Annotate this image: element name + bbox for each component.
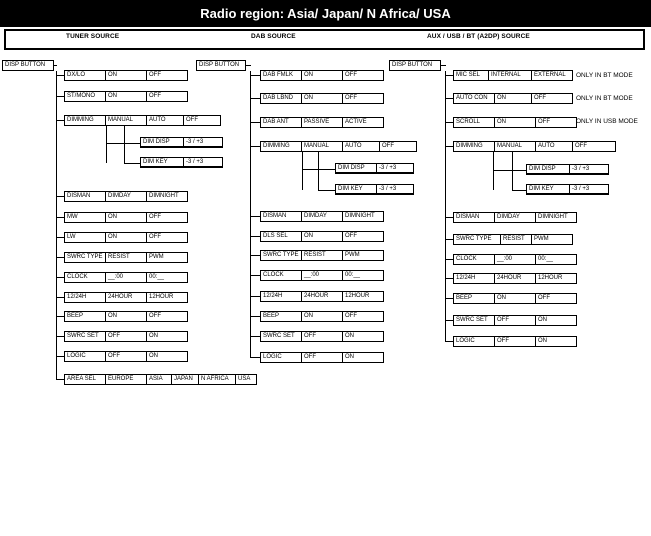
dab-menu-row: [260, 250, 384, 261]
menu-option[interactable]: INTERNAL: [488, 70, 532, 81]
menu-item-label[interactable]: SWRC SET: [260, 331, 302, 342]
tuner-menu-row: [64, 115, 221, 126]
tuner-menu-row: [64, 252, 188, 263]
connector-line: [445, 320, 453, 321]
menu-item-label[interactable]: LW: [64, 232, 106, 243]
menu-option[interactable]: -3 / +3: [376, 163, 414, 174]
connector-line: [246, 65, 251, 66]
menu-option[interactable]: OFF: [301, 331, 343, 342]
dab-menu-row: [335, 184, 414, 195]
connector-line: [56, 217, 64, 218]
aux-menu-row: [526, 164, 609, 175]
menu-option[interactable]: OFF: [342, 70, 384, 81]
menu-option[interactable]: DIMNIGHT: [342, 211, 384, 222]
menu-item-label[interactable]: SWRC TYPE: [64, 252, 106, 263]
aux-menu-row: [453, 315, 577, 326]
menu-option[interactable]: ON: [494, 93, 532, 104]
menu-item-label[interactable]: CLOCK: [260, 270, 302, 281]
menu-option[interactable]: OFF: [535, 293, 577, 304]
connector-line: [445, 341, 453, 342]
page-title: Radio region: Asia/ Japan/ N Africa/ USA: [0, 0, 651, 27]
menu-item-label[interactable]: DIM KEY: [140, 157, 184, 168]
menu-option[interactable]: OFF: [531, 93, 573, 104]
menu-option[interactable]: OFF: [342, 93, 384, 104]
menu-item-label[interactable]: SWRC SET: [64, 331, 106, 342]
menu-option[interactable]: 12HOUR: [535, 273, 577, 284]
menu-item-label[interactable]: DIMMING: [64, 115, 106, 126]
menu-option[interactable]: OFF: [301, 352, 343, 363]
menu-option[interactable]: OFF: [146, 212, 188, 223]
aux-menu-row: [453, 141, 616, 152]
menu-item-label[interactable]: DIM DISP: [140, 137, 184, 148]
menu-option[interactable]: OFF: [494, 315, 536, 326]
menu-option[interactable]: RESIST: [500, 234, 532, 245]
menu-item-label[interactable]: CLOCK: [453, 254, 495, 265]
menu-option[interactable]: 24HOUR: [105, 292, 147, 303]
connector-line: [124, 126, 125, 163]
connector-line: [445, 239, 453, 240]
connector-line: [250, 316, 260, 317]
connector-line: [56, 257, 64, 258]
connector-line: [445, 75, 453, 76]
tuner-menu-row: [64, 91, 188, 102]
menu-item-label[interactable]: 12/24H: [453, 273, 495, 284]
menu-option[interactable]: OFF: [342, 311, 384, 322]
tuner-source-label: TUNER SOURCE: [66, 33, 120, 40]
menu-item-label[interactable]: DLS SEL: [260, 231, 302, 242]
connector-line: [445, 217, 453, 218]
connector-line: [302, 152, 303, 190]
menu-option[interactable]: OFF: [572, 141, 616, 152]
menu-option[interactable]: RESIST: [301, 250, 343, 261]
aux-menu-row: [453, 70, 573, 81]
menu-option[interactable]: __:00: [494, 254, 536, 265]
menu-item-label[interactable]: 12/24H: [64, 292, 106, 303]
dab-source-label: DAB SOURCE: [251, 33, 296, 40]
connector-line: [250, 296, 260, 297]
tuner-menu-row: [64, 292, 188, 303]
menu-option[interactable]: 00:__: [146, 272, 188, 283]
menu-item-label[interactable]: DIMMING: [260, 141, 302, 152]
connector-line: [56, 277, 64, 278]
aux-menu-row: [453, 93, 573, 104]
menu-item-label[interactable]: BEEP: [453, 293, 495, 304]
aux-disp-button[interactable]: DISP BUTTON: [389, 60, 441, 71]
menu-option[interactable]: PWM: [342, 250, 384, 261]
dab-menu-row: [260, 117, 384, 128]
menu-item-label[interactable]: SWRC TYPE: [453, 234, 501, 245]
dab-menu-row: [260, 70, 384, 81]
dab-menu-row: [260, 311, 384, 322]
tuner-menu-row: [64, 374, 257, 385]
menu-option[interactable]: OFF: [535, 117, 577, 128]
mode-note: ONLY IN BT MODE: [576, 95, 633, 102]
connector-line: [493, 152, 494, 190]
tuner-menu-row: [140, 157, 223, 168]
menu-option[interactable]: ACTIVE: [342, 117, 384, 128]
menu-option[interactable]: PASSIVE: [301, 117, 343, 128]
connector-line: [250, 71, 251, 358]
menu-option[interactable]: DIMDAY: [301, 211, 343, 222]
menu-item-label[interactable]: DAB LBND: [260, 93, 302, 104]
menu-option[interactable]: PWM: [531, 234, 573, 245]
connector-line: [250, 216, 260, 217]
menu-item-label[interactable]: DIM DISP: [335, 163, 377, 174]
menu-option[interactable]: OFF: [105, 331, 147, 342]
connector-line: [250, 236, 260, 237]
connector-line: [445, 259, 453, 260]
menu-item-label[interactable]: SCROLL: [453, 117, 495, 128]
menu-option[interactable]: ON: [342, 331, 384, 342]
source-header-bar: [4, 29, 645, 50]
menu-item-label[interactable]: DX/LO: [64, 70, 106, 81]
connector-line: [56, 297, 64, 298]
menu-option[interactable]: -3 / +3: [183, 137, 223, 148]
dab-menu-row: [260, 331, 384, 342]
dab-menu-row: [260, 291, 384, 302]
menu-option[interactable]: ON: [494, 293, 536, 304]
menu-option[interactable]: OFF: [146, 232, 188, 243]
connector-line: [445, 278, 453, 279]
tuner-menu-row: [64, 232, 188, 243]
connector-line: [56, 120, 64, 121]
menu-option[interactable]: DIMDAY: [494, 212, 536, 223]
menu-option[interactable]: ON: [301, 93, 343, 104]
connector-line: [250, 275, 260, 276]
tuner-menu-row: [64, 191, 188, 202]
menu-option[interactable]: EXTERNAL: [531, 70, 573, 81]
menu-item-label[interactable]: BEEP: [64, 311, 106, 322]
menu-item-label[interactable]: LOGIC: [260, 352, 302, 363]
menu-option[interactable]: OFF: [494, 336, 536, 347]
menu-option[interactable]: ON: [301, 231, 343, 242]
tuner-menu-row: [64, 311, 188, 322]
menu-option[interactable]: -3 / +3: [376, 184, 414, 195]
connector-line: [250, 357, 260, 358]
mode-note: ONLY IN BT MODE: [576, 72, 633, 79]
menu-option[interactable]: ON: [146, 331, 188, 342]
menu-item-label[interactable]: ST/MONO: [64, 91, 106, 102]
connector-line: [56, 75, 64, 76]
connector-line: [124, 163, 140, 164]
menu-item-label[interactable]: AREA SEL: [64, 374, 106, 385]
menu-item-label[interactable]: BEEP: [260, 311, 302, 322]
connector-line: [445, 122, 453, 123]
menu-option[interactable]: AUTO: [342, 141, 380, 152]
menu-option[interactable]: 24HOUR: [301, 291, 343, 302]
connector-line: [250, 255, 260, 256]
dab-menu-row: [260, 270, 384, 281]
menu-option[interactable]: ON: [105, 212, 147, 223]
dab-menu-row: [260, 211, 384, 222]
menu-option[interactable]: 00:__: [535, 254, 577, 265]
aux-menu-row: [453, 254, 577, 265]
menu-item-label[interactable]: MIC SEL: [453, 70, 489, 81]
menu-option[interactable]: ON: [105, 311, 147, 322]
menu-item-label[interactable]: 12/24H: [260, 291, 302, 302]
menu-option[interactable]: ON: [301, 70, 343, 81]
menu-option[interactable]: ON: [105, 232, 147, 243]
connector-line: [250, 146, 260, 147]
menu-option[interactable]: OFF: [342, 231, 384, 242]
menu-option[interactable]: USA: [235, 374, 257, 385]
connector-line: [441, 65, 446, 66]
connector-line: [106, 143, 140, 144]
menu-option[interactable]: OFF: [379, 141, 417, 152]
aux-menu-row: [526, 184, 609, 195]
connector-line: [493, 170, 526, 171]
connector-line: [318, 190, 335, 191]
connector-line: [445, 71, 446, 342]
tuner-menu-row: [64, 272, 188, 283]
menu-option[interactable]: ASIA: [146, 374, 172, 385]
menu-item-label[interactable]: DISMAN: [64, 191, 106, 202]
aux-menu-row: [453, 336, 577, 347]
aux-menu-row: [453, 234, 573, 245]
menu-option[interactable]: ON: [342, 352, 384, 363]
aux-menu-row: [453, 273, 577, 284]
connector-line: [445, 146, 453, 147]
menu-item-label[interactable]: DIM KEY: [335, 184, 377, 195]
connector-line: [56, 96, 64, 97]
menu-item-label[interactable]: AUTO CON: [453, 93, 495, 104]
menu-option[interactable]: N AFRICA: [198, 374, 236, 385]
menu-item-label[interactable]: DIM KEY: [526, 184, 570, 195]
dab-menu-row: [260, 352, 384, 363]
connector-line: [56, 196, 64, 197]
menu-option[interactable]: ON: [535, 315, 577, 326]
menu-item-label[interactable]: DISMAN: [260, 211, 302, 222]
connector-line: [54, 65, 57, 66]
connector-line: [56, 379, 64, 380]
menu-option[interactable]: 00:__: [342, 270, 384, 281]
menu-item-label[interactable]: LOGIC: [64, 351, 106, 362]
menu-item-label[interactable]: DAB FMLK: [260, 70, 302, 81]
menu-option[interactable]: ON: [146, 351, 188, 362]
menu-option[interactable]: RESIST: [105, 252, 147, 263]
menu-option[interactable]: OFF: [105, 351, 147, 362]
dab-menu-row: [260, 141, 417, 152]
connector-line: [250, 75, 260, 76]
menu-option[interactable]: ON: [494, 117, 536, 128]
menu-option[interactable]: -3 / +3: [569, 164, 609, 175]
connector-line: [56, 356, 64, 357]
tuner-menu-row: [64, 212, 188, 223]
connector-line: [318, 152, 319, 190]
dab-disp-button[interactable]: DISP BUTTON: [196, 60, 246, 71]
menu-option[interactable]: __:00: [301, 270, 343, 281]
menu-option[interactable]: -3 / +3: [183, 157, 223, 168]
connector-line: [445, 298, 453, 299]
menu-item-label[interactable]: DAB ANT: [260, 117, 302, 128]
connector-line: [445, 98, 453, 99]
menu-option[interactable]: JAPAN: [171, 374, 199, 385]
connector-line: [250, 336, 260, 337]
connector-line: [106, 126, 107, 163]
tuner-menu-row: [140, 137, 223, 148]
connector-line: [56, 316, 64, 317]
menu-option[interactable]: MANUAL: [494, 141, 536, 152]
connector-line: [512, 152, 513, 190]
menu-option[interactable]: ON: [105, 70, 147, 81]
menu-item-label[interactable]: DISMAN: [453, 212, 495, 223]
menu-item-label[interactable]: DIMMING: [453, 141, 495, 152]
menu-option[interactable]: EUROPE: [105, 374, 147, 385]
connector-line: [250, 122, 260, 123]
menu-option[interactable]: DIMNIGHT: [146, 191, 188, 202]
tuner-menu-row: [64, 70, 188, 81]
menu-option[interactable]: OFF: [146, 91, 188, 102]
dab-menu-row: [260, 231, 384, 242]
menu-option[interactable]: ON: [105, 91, 147, 102]
menu-option[interactable]: OFF: [146, 311, 188, 322]
menu-item-label[interactable]: MW: [64, 212, 106, 223]
menu-item-label[interactable]: SWRC TYPE: [260, 250, 302, 261]
connector-line: [512, 190, 526, 191]
menu-item-label[interactable]: SWRC SET: [453, 315, 495, 326]
menu-option[interactable]: MANUAL: [105, 115, 147, 126]
menu-option[interactable]: ON: [301, 311, 343, 322]
dab-menu-row: [260, 93, 384, 104]
menu-option[interactable]: 12HOUR: [342, 291, 384, 302]
menu-option[interactable]: OFF: [146, 70, 188, 81]
tuner-menu-row: [64, 331, 188, 342]
menu-option[interactable]: DIMNIGHT: [535, 212, 577, 223]
connector-line: [56, 336, 64, 337]
menu-option[interactable]: 24HOUR: [494, 273, 536, 284]
menu-option[interactable]: __:00: [105, 272, 147, 283]
dab-menu-row: [335, 163, 414, 174]
menu-option[interactable]: OFF: [183, 115, 221, 126]
aux-menu-row: [453, 117, 577, 128]
menu-option[interactable]: MANUAL: [301, 141, 343, 152]
connector-line: [56, 71, 57, 380]
menu-option[interactable]: AUTO: [535, 141, 573, 152]
mode-note: ONLY IN USB MODE: [576, 118, 638, 125]
menu-option[interactable]: DIMDAY: [105, 191, 147, 202]
connector-line: [56, 237, 64, 238]
aux-source-label: AUX / USB / BT (A2DP) SOURCE: [427, 33, 530, 40]
tuner-menu-row: [64, 351, 188, 362]
aux-menu-row: [453, 293, 577, 304]
connector-line: [250, 98, 260, 99]
menu-option[interactable]: PWM: [146, 252, 188, 263]
menu-option[interactable]: 12HOUR: [146, 292, 188, 303]
aux-menu-row: [453, 212, 577, 223]
menu-item-label[interactable]: CLOCK: [64, 272, 106, 283]
tuner-disp-button[interactable]: DISP BUTTON: [2, 60, 54, 71]
menu-option[interactable]: -3 / +3: [569, 184, 609, 195]
menu-item-label[interactable]: LOGIC: [453, 336, 495, 347]
menu-option[interactable]: AUTO: [146, 115, 184, 126]
menu-option[interactable]: ON: [535, 336, 577, 347]
menu-item-label[interactable]: DIM DISP: [526, 164, 570, 175]
